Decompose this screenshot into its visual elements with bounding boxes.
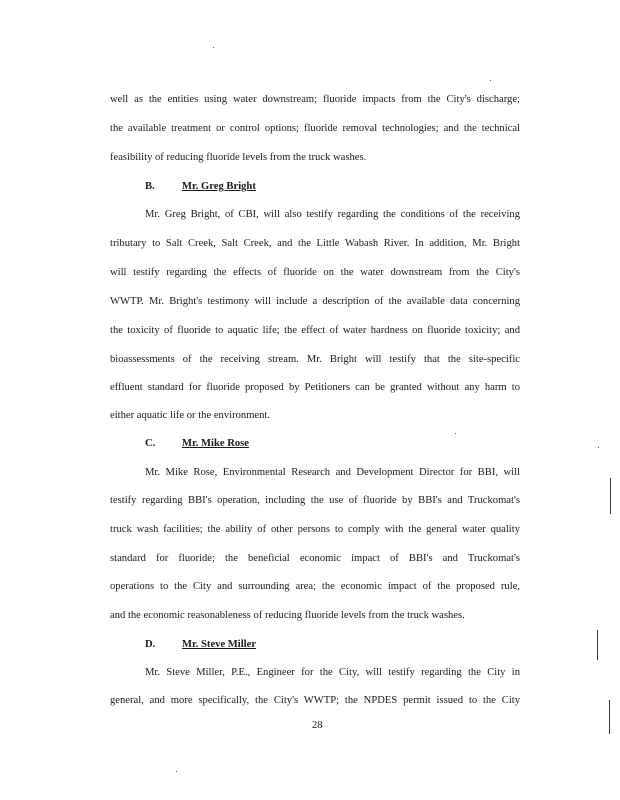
body-text-line: Mr. Mike Rose, Environmental Research and Development Director for BBI, will xyxy=(145,467,520,478)
body-text-line: Mr. Greg Bright, of CBI, will also testify regarding the conditions of the receiving xyxy=(145,209,520,220)
body-text-line: and the economic reasonableness of reducing fluoride levels from the truck washes. xyxy=(110,610,465,621)
body-text-line: feasibility of reducing fluoride levels from the truck washes. xyxy=(110,152,367,163)
body-text-line: tributary to Salt Creek, Salt Creek, and the Little Wabash River. In addition, Mr. Bright xyxy=(110,238,520,249)
body-text-line: WWTP. Mr. Bright's testimony will include a description of the available data concerning xyxy=(110,296,520,307)
scan-margin-mark xyxy=(609,700,610,734)
body-text-line: testify regarding BBI's operation, including the use of fluoride by BBI's and Truckomat's xyxy=(110,495,520,506)
scan-margin-mark xyxy=(610,478,611,514)
body-text-line: bioassessments of the receiving stream. Mr. Bright will testify that the site-specific xyxy=(110,354,520,365)
body-text-line: operations to the City and surrounding area; the economic impact of the proposed rule, xyxy=(110,581,520,592)
scan-speck xyxy=(598,447,599,448)
body-text-line: general, and more specifically, the City's WWTP; the NPDES permit issued to the City xyxy=(110,695,520,706)
witness-name: Mr. Greg Bright xyxy=(182,181,256,192)
section-letter: B. xyxy=(145,181,155,192)
body-text-line: truck wash facilities; the ability of other persons to comply with the general water quality xyxy=(110,524,520,535)
body-text-line: the available treatment or control options; fluoride removal technologies; and the technical xyxy=(110,123,520,134)
scan-speck xyxy=(176,771,177,772)
witness-name: Mr. Mike Rose xyxy=(182,438,249,449)
body-text-line: will testify regarding the effects of fluoride on the water downstream from the City's xyxy=(110,267,520,278)
body-text-line: effluent standard for fluoride proposed by Petitioners can be granted without any harm to xyxy=(110,382,520,393)
body-text-line: Mr. Steve Miller, P.E., Engineer for the City, will testify regarding the City in xyxy=(145,667,520,678)
page-number: 28 xyxy=(312,720,323,731)
scan-speck xyxy=(490,80,491,81)
section-letter: D. xyxy=(145,639,156,650)
body-text-line: either aquatic life or the environment. xyxy=(110,410,271,421)
section-letter: C. xyxy=(145,438,156,449)
body-text-line: the toxicity of fluoride to aquatic life; the effect of water hardness on fluoride toxicity; and xyxy=(110,325,520,336)
body-text-line: well as the entities using water downstream; fluoride impacts from the City's discharge; xyxy=(110,94,520,105)
body-text-line: standard for fluoride; the beneficial economic impact of BBI's and Truckomat's xyxy=(110,553,520,564)
witness-name: Mr. Steve Miller xyxy=(182,639,257,650)
scan-margin-mark xyxy=(597,630,598,660)
scan-speck xyxy=(455,433,456,434)
scan-speck xyxy=(213,47,214,48)
